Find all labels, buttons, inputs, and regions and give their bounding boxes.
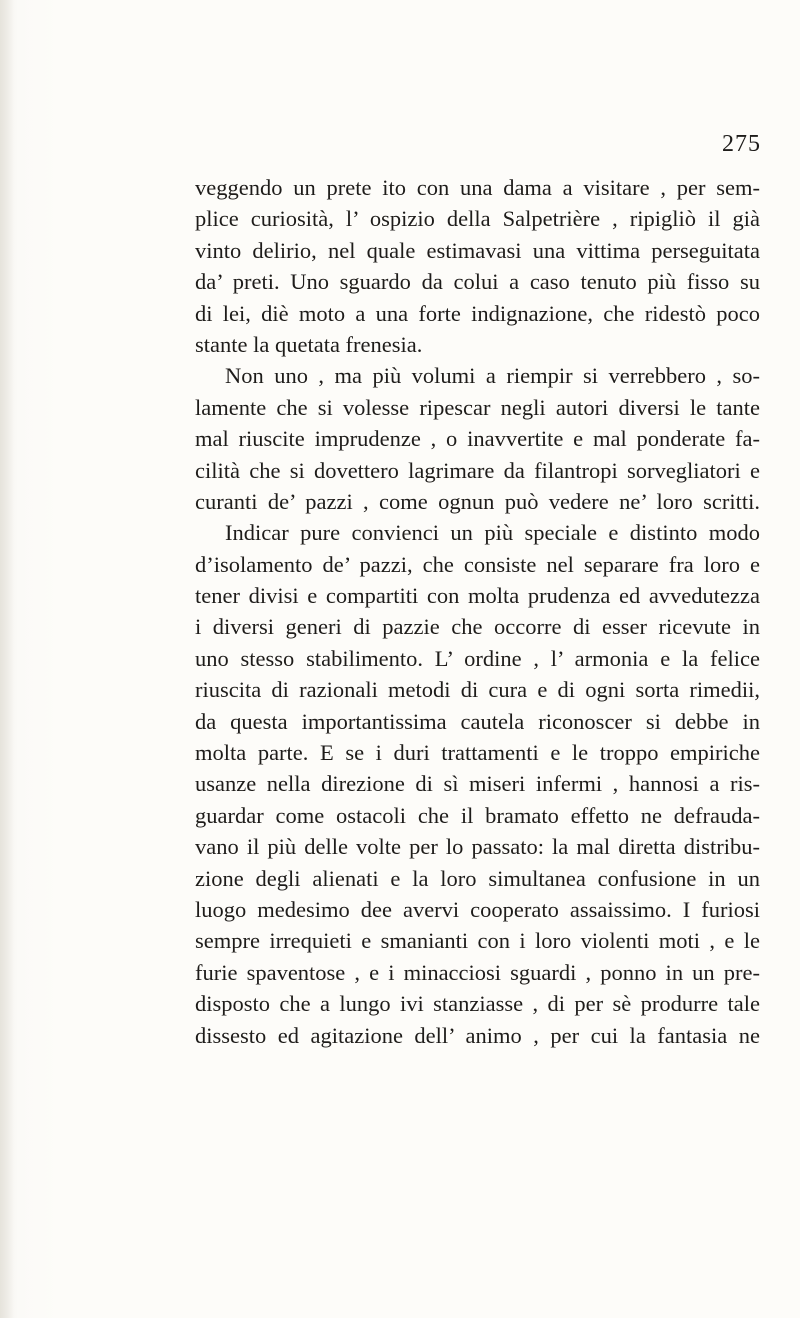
paragraph-start-line: Indicar pure convienci un più speciale e distinto modo (225, 520, 760, 546)
text-line: vano il più delle volte per lo passato: la mal diretta distribu- (195, 834, 760, 860)
binding-gutter-shadow (0, 0, 14, 1318)
text-line: d’isolamento de’ pazzi, che consiste nel separare fra loro e (195, 551, 760, 577)
text-line: da’ preti. Uno sguardo da colui a caso tenuto più fisso su (195, 269, 760, 295)
text-line: uno stesso stabilimento. L’ ordine , l’ armonia e la felice (195, 645, 760, 671)
text-line: plice curiosità, l’ ospizio della Salpetrière , ripigliò il già (195, 206, 760, 232)
text-line: i diversi generi di pazzie che occorre di esser ricevute in (195, 614, 760, 640)
page-number: 275 (722, 131, 761, 157)
text-line: dissesto ed agitazione dell’ animo , per cui la fantasia ne (195, 1022, 760, 1048)
text-line: stante la quetata frenesia. (195, 331, 423, 357)
text-line: molta parte. E se i duri trattamenti e le troppo empiriche (195, 740, 760, 766)
text-line: veggendo un prete ito con una dama a visitare , per sem- (195, 175, 760, 200)
text-line: usanze nella direzione di sì miseri infermi , hannosi a ris- (195, 771, 760, 797)
text-line: zione degli alienati e la loro simultanea confusione in un (195, 865, 760, 891)
text-line: tener divisi e compartiti con molta prudenza ed avvedutezza (195, 583, 760, 609)
paragraph-start-line: Non uno , ma più volumi a riempir si verrebbero , so- (225, 363, 760, 389)
body-text (195, 172, 760, 1051)
text-line: lamente che si volesse ripescar negli autori diversi le tante (195, 394, 760, 420)
text-line: cilità che si dovettero lagrimare da filantropi sorvegliatori e (195, 457, 760, 483)
text-line: da questa importantissima cautela riconoscer si debbe in (195, 708, 760, 734)
text-line: mal riuscite imprudenze , o inavvertite e mal ponderate fa- (195, 426, 760, 452)
text-line: furie spaventose , e i minacciosi sguardi , ponno in un pre- (195, 959, 760, 985)
text-line: guardar come ostacoli che il bramato effetto ne defrauda- (195, 802, 760, 828)
text-line: di lei, diè moto a una forte indignazione, che ridestò poco (195, 300, 760, 326)
text-line: disposto che a lungo ivi stanziasse , di per sè produrre tale (195, 991, 760, 1017)
text-line: luogo medesimo dee avervi cooperato assaissimo. I furiosi (195, 896, 760, 922)
text-line: riuscita di razionali metodi di cura e di ogni sorta rimedii, (195, 677, 760, 703)
text-line: sempre irrequieti e smanianti con i loro violenti moti , e le (195, 928, 760, 954)
text-line: curanti de’ pazzi , come ognun può vedere ne’ loro scritti. (195, 488, 760, 514)
text-line: vinto delirio, nel quale estimavasi una vittima perseguitata (195, 237, 760, 263)
